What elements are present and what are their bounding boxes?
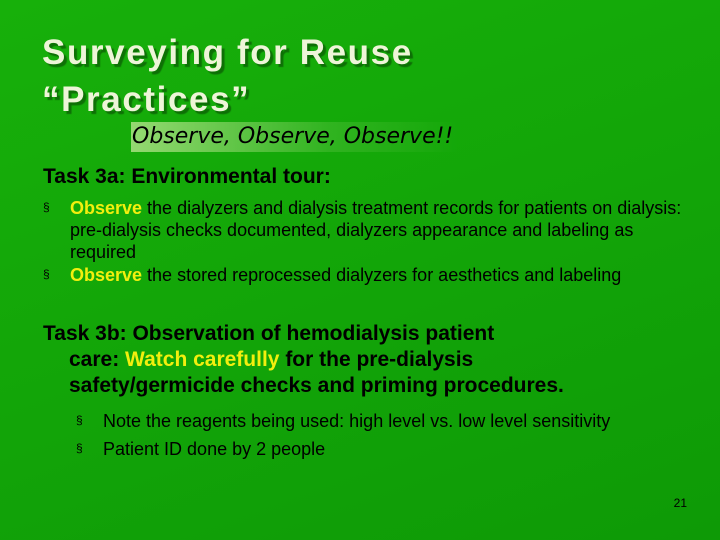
task-3a-bullet — [43, 197, 700, 263]
bullet-emphasis: Observe — [70, 198, 143, 218]
bullet-icon: § — [43, 200, 50, 214]
task-3b-heading — [43, 321, 703, 399]
task-3b-bullet — [76, 438, 693, 460]
task-3a-bullet-list — [43, 197, 700, 286]
slide-subtitle: Observe, Observe, Observe!! — [131, 122, 459, 152]
task-3a-heading: Task 3a: Environmental tour: — [43, 165, 331, 188]
task-3b-heading-suffix: for the pre-dialysis — [279, 348, 474, 371]
page-number: 21 — [673, 496, 687, 510]
task-3a-bullet — [43, 264, 700, 286]
task-3b-bullet-list — [76, 410, 693, 460]
task-3b-heading-prefix: care: — [69, 348, 126, 371]
bullet-text: Note the reagents being used: high level vs. low level sensitivity — [103, 411, 611, 431]
bullet-icon: § — [76, 441, 83, 455]
slide-title-line-1: Surveying for Reuse — [42, 33, 413, 72]
slide-title — [42, 29, 413, 123]
task-3b-bullet — [76, 410, 693, 432]
task-3b-heading-line-3: safety/germicide checks and priming procedures. — [69, 374, 564, 397]
task-3b-heading-line-1: Task 3b: Observation of hemodialysis patient — [43, 322, 495, 345]
bullet-text: Patient ID done by 2 people — [103, 439, 326, 459]
task-3b-heading-line-2 — [43, 347, 703, 373]
bullet-text: the dialyzers and dialysis treatment records for patients on dialysis: pre-dialysis checks documented, dialyzers appearance and labeling as required — [70, 198, 682, 262]
bullet-icon: § — [76, 413, 83, 427]
bullet-text: the stored reprocessed dialyzers for aesthetics and labeling — [142, 265, 622, 285]
bullet-emphasis: Observe — [70, 265, 143, 285]
bullet-icon: § — [43, 267, 50, 281]
slide-title-line-2: “Practices” — [42, 80, 251, 119]
task-3b-emphasis: Watch carefully — [125, 348, 280, 371]
